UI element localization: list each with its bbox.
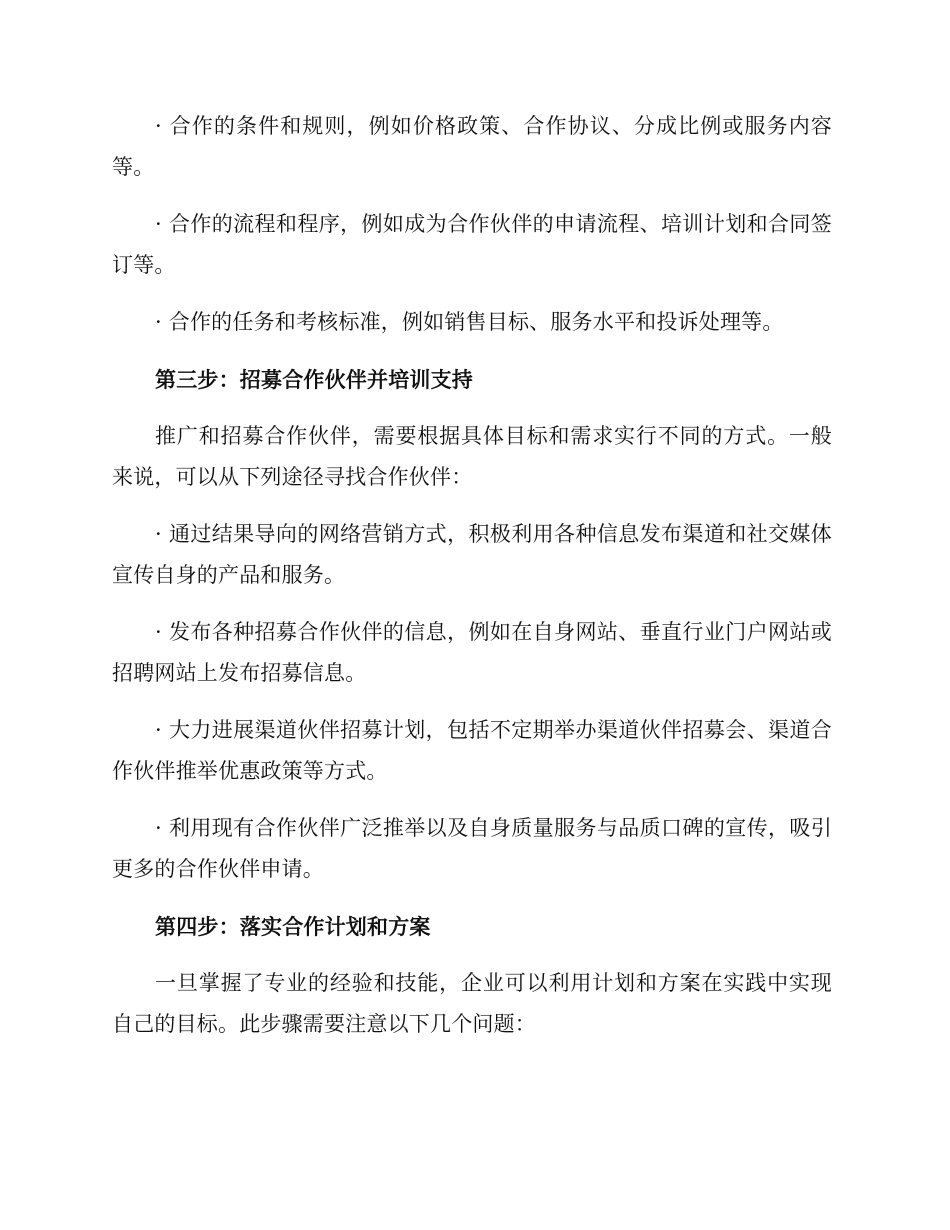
bullet-cooperation-process: · 合作的流程和程序，例如成为合作伙伴的申请流程、培训计划和合同签订等。 — [112, 212, 832, 277]
bullet-publish-recruitment: · 发布各种招募合作伙伴的信息，例如在自身网站、垂直行业门户网站或招聘网站上发布招募信息。 — [112, 620, 832, 685]
section-heading-step-four: 第四步：落实合作计划和方案 — [155, 914, 431, 939]
bullet-referral: · 利用现有合作伙伴广泛推举以及自身质量服务与品质口碑的宣传，吸引更多的合作伙伴申请。 — [112, 816, 832, 881]
bullet-cooperation-tasks: · 合作的任务和考核标准，例如销售目标、服务水平和投诉处理等。 — [155, 310, 784, 334]
paragraph-recruit-partners: 推广和招募合作伙伴，需要根据具体目标和需求实行不同的方式。一般来说，可以从下列途径寻找合作伙伴： — [112, 424, 832, 489]
bullet-cooperation-conditions: · 合作的条件和规则，例如价格政策、合作协议、分成比例或服务内容等。 — [112, 114, 832, 179]
document-body — [112, 106, 832, 1061]
paragraph-implement-plan: 一旦掌握了专业的经验和技能，企业可以利用计划和方案在实践中实现自己的目标。此步骤需要注意以下几个问题： — [112, 971, 832, 1036]
bullet-channel-program: · 大力进展渠道伙伴招募计划，包括不定期举办渠道伙伴招募会、渠道合作伙伴推举优惠政策等方式。 — [112, 718, 832, 783]
bullet-online-marketing: · 通过结果导向的网络营销方式，积极利用各种信息发布渠道和社交媒体宣传自身的产品和服务。 — [112, 522, 832, 587]
section-heading-step-three: 第三步：招募合作伙伴并培训支持 — [155, 367, 473, 392]
